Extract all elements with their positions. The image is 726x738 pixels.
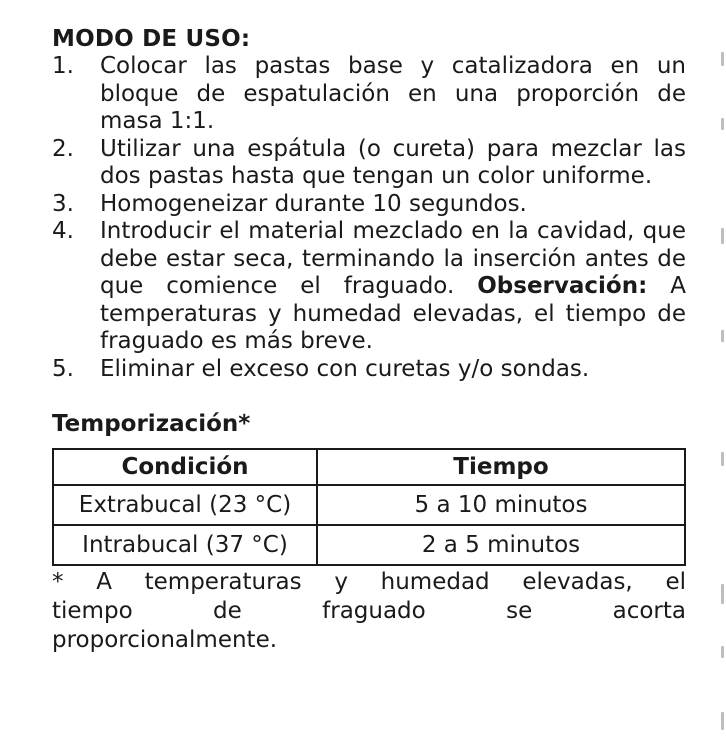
step-text-main: Introducir el material mezclado en la cavidad, que debe estar seca, terminando la inserción antes de que comience el fraguado. xyxy=(100,218,686,299)
column-header-time: Tiempo xyxy=(317,449,685,485)
step-item xyxy=(52,218,686,356)
footnote-line: * A temperaturas y humedad elevadas, el xyxy=(52,569,686,595)
edge-mark xyxy=(721,52,724,66)
footnote xyxy=(52,568,686,655)
step-text: Homogeneizar durante 10 segundos. xyxy=(100,190,527,217)
step-number: 3. xyxy=(52,190,74,217)
step-number: 2. xyxy=(52,135,74,162)
table-cell-time: 2 a 5 minutos xyxy=(317,525,685,565)
edge-mark xyxy=(721,228,724,244)
observation-text: A temperaturas y humedad elevadas, el tiempo de fraguado es más breve. xyxy=(100,273,687,354)
table-cell-condition: Intrabucal (37 °C) xyxy=(53,525,317,565)
edge-mark xyxy=(721,712,724,730)
step-item xyxy=(52,53,686,136)
step-text xyxy=(100,218,686,354)
timing-table xyxy=(52,448,686,566)
instructions-title: MODO DE USO: xyxy=(52,26,251,52)
step-item xyxy=(52,136,686,191)
timing-title: Temporización* xyxy=(52,411,251,437)
instruction-steps xyxy=(52,53,686,383)
step-number: 5. xyxy=(52,355,74,382)
footnote-line: tiempo de fraguado se acorta xyxy=(52,598,686,624)
observation-label: Observación: xyxy=(477,273,648,299)
table-row xyxy=(53,525,685,565)
document xyxy=(52,26,686,655)
table-row xyxy=(53,485,685,525)
step-text: Utilizar una espátula (o cureta) para mezclar las dos pastas hasta que tengan un color uniforme. xyxy=(100,135,686,189)
step-text: Colocar las pastas base y catalizadora en un bloque de espatulación en una proporción de masa 1:1. xyxy=(100,53,686,134)
table-cell-time: 5 a 10 minutos xyxy=(317,485,685,525)
table-header-row xyxy=(53,449,685,485)
step-item xyxy=(52,356,686,384)
edge-mark xyxy=(721,646,724,658)
step-number: 4. xyxy=(52,218,74,244)
column-header-condition: Condición xyxy=(53,449,317,485)
page-edge-marks xyxy=(714,0,726,738)
edge-mark xyxy=(721,118,724,130)
footnote-line: proporcionalmente. xyxy=(52,627,278,653)
step-item xyxy=(52,191,686,219)
edge-mark xyxy=(721,452,724,466)
step-number: 1. xyxy=(52,53,74,79)
table-cell-condition: Extrabucal (23 °C) xyxy=(53,485,317,525)
edge-mark xyxy=(721,330,724,342)
step-text: Eliminar el exceso con curetas y/o sondas. xyxy=(100,355,590,382)
edge-mark xyxy=(721,584,724,604)
